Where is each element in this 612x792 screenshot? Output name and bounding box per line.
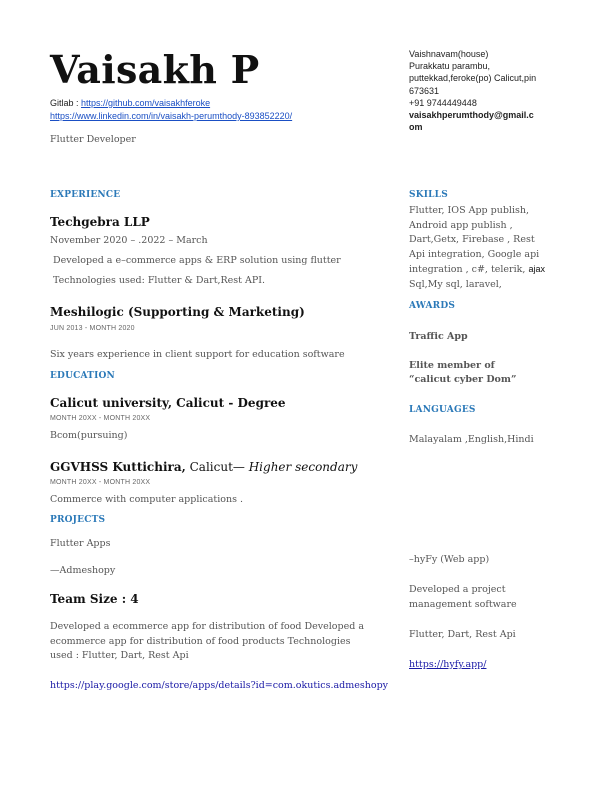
project-description: Developed a ecommerce app for distribution of food Developed a ecommerce app for distribution of food products Technologies used : Flutter, Dart, Rest Api: [50, 621, 364, 661]
gitlab-label: Gitlab :: [50, 98, 82, 108]
skills-text: Flutter, IOS App publish, Android app publish , Dart,Getx, Firebase , Rest Api integration, Google api integration , c#, telerik,: [409, 205, 540, 275]
projects-heading: PROJECTS: [50, 515, 106, 525]
side-project-link[interactable]: https://hyfy.app/: [409, 659, 487, 670]
project-name: —Admeshopy: [50, 565, 116, 576]
skills-list: [409, 204, 549, 292]
address-line: Purakkatu parambu,: [409, 61, 491, 72]
languages-list: Malayalam ,English,Hindi: [409, 434, 534, 445]
job-description: Six years experience in client support for education software: [50, 349, 345, 360]
team-size: Team Size : 4: [50, 592, 139, 606]
school-name: GGVHSS Kuttichira,: [50, 460, 186, 474]
skills-text: Sql,My sql, laravel,: [409, 278, 502, 290]
side-project-tech: Flutter, Dart, Rest Api: [409, 629, 516, 640]
award-item: Elite member of “calicut cyber Dom”: [409, 360, 517, 385]
skills-heading: SKILLS: [409, 190, 448, 200]
education-description: Commerce with computer applications .: [50, 494, 244, 505]
job-company: Techgebra LLP: [50, 215, 150, 229]
linkedin-link[interactable]: https://www.linkedin.com/in/vaisakh-perumthody-893852220/: [50, 111, 293, 121]
education-dates: MONTH 20XX - MONTH 20XX: [50, 479, 151, 486]
ajax-logo: ajax: [528, 264, 545, 274]
job-description: Technologies used: Flutter & Dart,Rest API.: [50, 275, 266, 286]
address-line: Vaishnavam(house): [409, 49, 489, 59]
project-link[interactable]: https://play.google.com/store/apps/details?id=com.okutics.admeshopy: [50, 680, 389, 691]
education-title: Calicut university, Calicut - Degree: [50, 396, 286, 410]
experience-heading: EXPERIENCE: [50, 190, 121, 200]
education-dates: MONTH 20XX - MONTH 20XX: [50, 415, 151, 422]
role-title: Flutter Developer: [50, 134, 136, 145]
email-line: vaisakhperumthody@gmail.c: [409, 110, 534, 121]
job-description: Developed a e–commerce apps & ERP solution using flutter: [50, 255, 341, 266]
address-line: 673631: [409, 85, 440, 96]
email-line: om: [409, 122, 423, 133]
job-dates: November 2020 – .2022 – March: [50, 235, 208, 246]
job-dates: JUN 2013 - MONTH 2020: [50, 325, 135, 332]
job-company: Meshilogic (Supporting & Marketing): [50, 305, 305, 319]
education-title: [50, 460, 357, 474]
school-level: Higher secondary: [248, 460, 358, 474]
address-line: puttekkad,feroke(po) Calicut,pin: [409, 73, 537, 84]
awards-heading: AWARDS: [409, 301, 456, 311]
gitlab-line: [50, 97, 210, 109]
gitlab-link[interactable]: https://github.com/vaisakhferoke: [81, 98, 211, 108]
side-project-name: –hyFy (Web app): [409, 554, 490, 565]
side-project-description: Developed a project management software: [409, 584, 517, 610]
project-category: Flutter Apps: [50, 538, 111, 549]
education-description: Bcom(pursuing): [50, 430, 128, 441]
award-item: Traffic App: [409, 331, 468, 342]
address-block: [409, 48, 549, 133]
languages-heading: LANGUAGES: [409, 405, 476, 415]
school-place: Calicut—: [185, 460, 249, 474]
candidate-name: Vaisakh P: [50, 47, 260, 92]
education-heading: EDUCATION: [50, 371, 115, 381]
phone-number: +91 9744449448: [409, 97, 477, 108]
